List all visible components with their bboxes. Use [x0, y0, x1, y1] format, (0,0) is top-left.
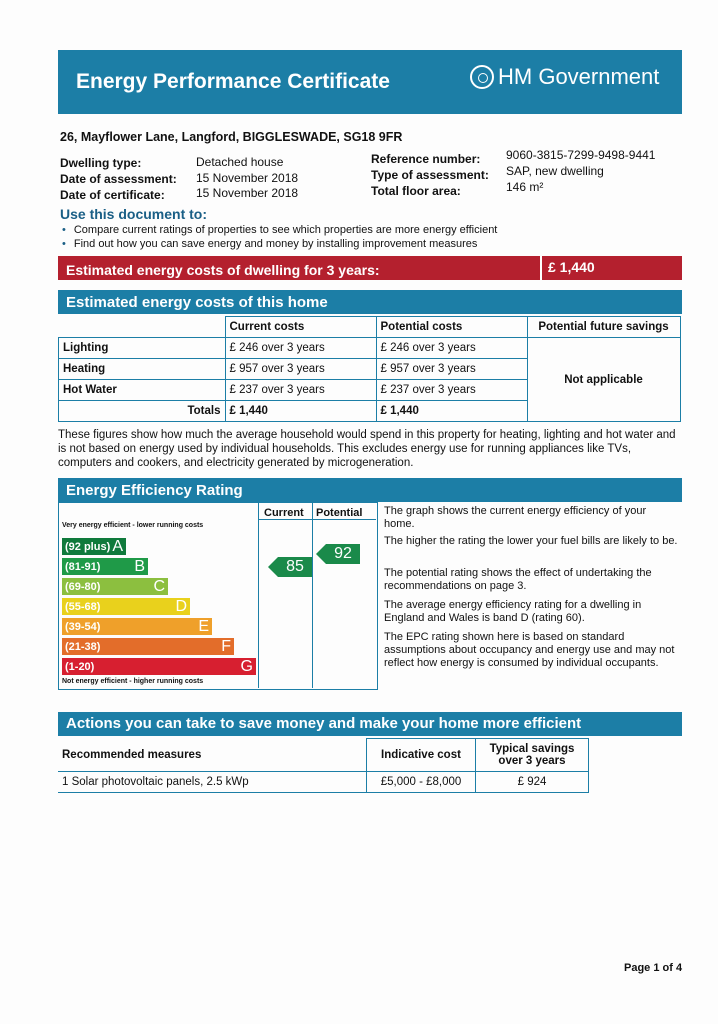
- band-range: (81-91): [65, 560, 101, 573]
- band-range: (21-38): [65, 640, 101, 653]
- table-row: [58, 739, 589, 772]
- dwelling-type-value: Detached house: [196, 155, 284, 169]
- top-label: Very energy efficient - lower running costs: [62, 522, 204, 529]
- rating-text-3: The potential rating shows the effect of undertaking the recommendations on page 3.: [384, 567, 652, 592]
- assessment-type-label: Type of assessment:: [371, 168, 489, 182]
- band-range: (55-68): [65, 600, 101, 613]
- rating-band-g: [62, 658, 256, 675]
- rating-text-1: The graph shows the current energy efficiency of your home.: [384, 505, 647, 530]
- current-cost: £ 246 over 3 years: [225, 338, 376, 359]
- potential-rating: 92: [334, 545, 352, 562]
- col-current-header: Current costs: [225, 317, 376, 338]
- dwelling-type-label: Dwelling type:: [60, 156, 142, 170]
- date-assessment-value: 15 November 2018: [196, 171, 299, 185]
- table-cell: [59, 317, 226, 338]
- use-heading: Use this document to:: [60, 206, 208, 222]
- costs-heading: Estimated energy costs of this home: [66, 294, 328, 311]
- floor-area-value: 146 m²: [506, 180, 544, 194]
- divider: [540, 256, 542, 280]
- totals-label: Totals: [59, 401, 226, 422]
- col-potential-label: Potential: [316, 507, 363, 519]
- divider: [258, 502, 259, 688]
- band-range: (1-20): [65, 660, 95, 673]
- rating-band-d: [62, 598, 190, 615]
- costs-note: These figures show how much the average household would spend in this property for heating, lighting and hot water and is not based on energy used by individual households. This excludes energy use for running appliances like TVs, computers and cookers, and electricity generated by microgeneration.: [58, 429, 676, 469]
- measures-table: [58, 738, 589, 793]
- savings-value: Not applicable: [527, 338, 680, 422]
- col-measure-header: Recommended measures: [58, 739, 367, 772]
- divider: [258, 519, 376, 520]
- measure-name: 1 Solar photovoltaic panels, 2.5 kWp: [58, 771, 367, 792]
- gov-name: HM Government: [498, 64, 660, 89]
- rating-band-f: [62, 638, 234, 655]
- col-savings-header: Typical savings over 3 years: [476, 739, 589, 772]
- three-year-cost-value: £ 1,440: [548, 259, 595, 275]
- table-row: [59, 338, 681, 359]
- use-bullet-1: • Compare current ratings of properties to see which properties are more energy efficient: [62, 224, 497, 236]
- band-letter: B: [134, 557, 145, 575]
- reference-label: Reference number:: [371, 152, 481, 166]
- rating-heading: Energy Efficiency Rating: [66, 482, 243, 499]
- totals-current: £ 1,440: [225, 401, 376, 422]
- use-bullet-2: • Find out how you can save energy and money by installing improvement measures: [62, 238, 477, 250]
- potential-cost: £ 957 over 3 years: [376, 359, 527, 380]
- potential-cost: £ 237 over 3 years: [376, 380, 527, 401]
- band-letter: G: [240, 657, 253, 675]
- rating-band-e: [62, 618, 212, 635]
- assessment-type-value: SAP, new dwelling: [506, 164, 604, 178]
- row-label: Heating: [59, 359, 226, 380]
- rating-text-4: The average energy efficiency rating for a dwelling in England and Wales is band D (rating 60).: [384, 599, 642, 624]
- col-current-label: Current: [264, 507, 304, 519]
- band-range: (39-54): [65, 620, 101, 633]
- rating-band-a: [62, 538, 126, 555]
- table-row: [59, 317, 681, 338]
- current-cost: £ 957 over 3 years: [225, 359, 376, 380]
- actions-heading: Actions you can take to save money and make your home more efficient: [66, 715, 582, 732]
- divider: [312, 502, 313, 688]
- property-address: 26, Mayflower Lane, Langford, BIGGLESWADE, SG18 9FR: [60, 130, 403, 144]
- band-range: (92 plus): [65, 540, 111, 553]
- band-letter: C: [153, 577, 165, 595]
- potential-rating-arrow: [326, 544, 360, 564]
- band-letter: A: [112, 537, 123, 555]
- current-rating: 85: [286, 558, 304, 575]
- rating-band-c: [62, 578, 168, 595]
- page-number: Page 1 of 4: [624, 962, 683, 974]
- totals-potential: £ 1,440: [376, 401, 527, 422]
- rating-text-2: The higher the rating the lower your fuel bills are likely to be.: [384, 535, 678, 547]
- date-certificate-value: 15 November 2018: [196, 186, 299, 200]
- three-year-cost-label: Estimated energy costs of dwelling for 3 years:: [66, 262, 380, 278]
- costs-table: [58, 316, 681, 422]
- potential-cost: £ 246 over 3 years: [376, 338, 527, 359]
- crest-icon: [470, 65, 494, 89]
- measure-cost: £5,000 - £8,000: [367, 771, 476, 792]
- reference-value: 9060-3815-7299-9498-9441: [506, 148, 656, 162]
- date-assessment-label: Date of assessment:: [60, 172, 177, 186]
- band-letter: E: [198, 617, 209, 635]
- current-cost: £ 237 over 3 years: [225, 380, 376, 401]
- band-letter: D: [175, 597, 187, 615]
- floor-area-label: Total floor area:: [371, 184, 461, 198]
- rating-band-b: [62, 558, 148, 575]
- current-rating-arrow: [278, 557, 312, 577]
- page-title: Energy Performance Certificate: [76, 70, 390, 93]
- band-letter: F: [221, 637, 231, 655]
- gov-logo: [470, 64, 659, 90]
- col-potential-header: Potential costs: [376, 317, 527, 338]
- rating-text-5: The EPC rating shown here is based on standard assumptions about occupancy and energy use and may not reflect how energy is consumed by individual occupants.: [384, 631, 675, 669]
- bottom-label: Not energy efficient - higher running costs: [62, 678, 204, 685]
- row-label: Hot Water: [59, 380, 226, 401]
- col-savings-header: Potential future savings: [527, 317, 680, 338]
- col-cost-header: Indicative cost: [367, 739, 476, 772]
- table-row: [58, 771, 589, 792]
- measure-savings: £ 924: [476, 771, 589, 792]
- band-range: (69-80): [65, 580, 101, 593]
- row-label: Lighting: [59, 338, 226, 359]
- date-certificate-label: Date of certificate:: [60, 188, 165, 202]
